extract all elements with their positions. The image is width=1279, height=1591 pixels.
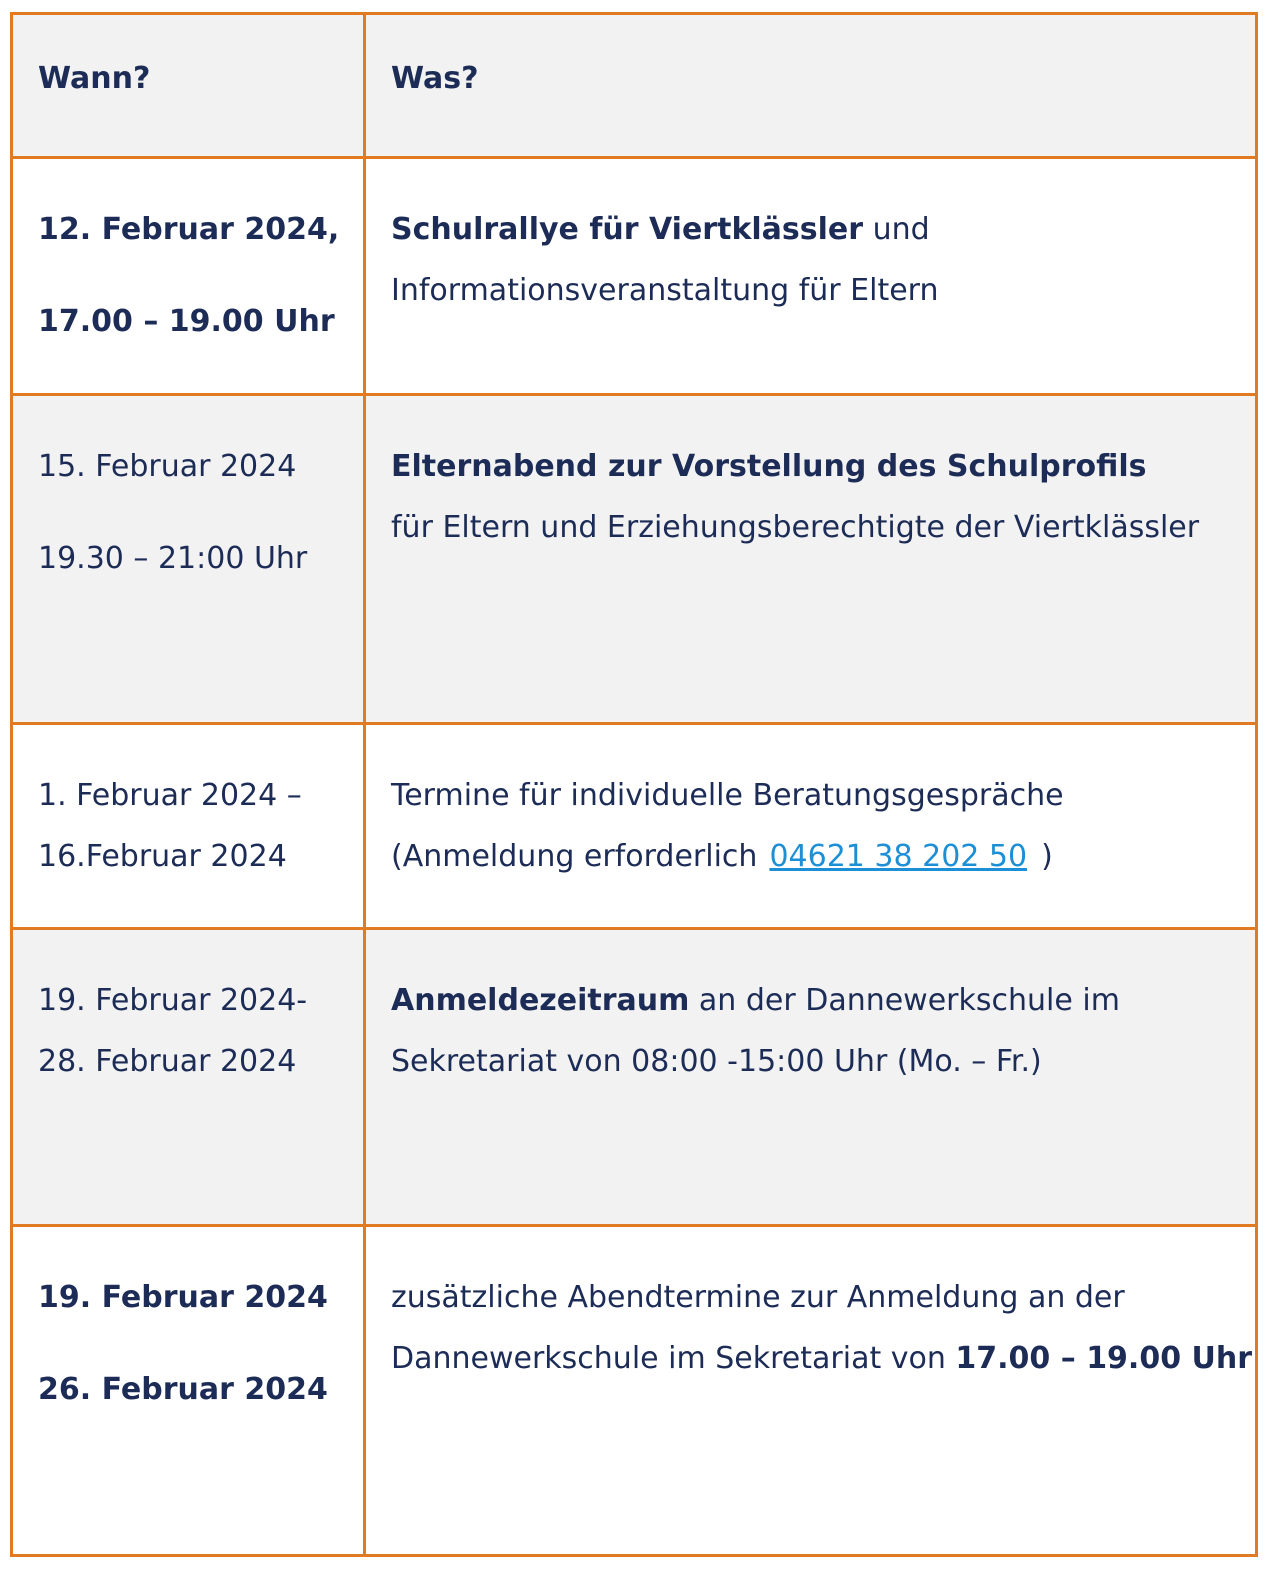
- when-cell: [12, 724, 365, 929]
- when-date-end: 28. Februar 2024: [38, 1044, 297, 1079]
- when-date-start: 1. Februar 2024 –: [38, 778, 302, 813]
- header-when-label: Wann?: [38, 61, 151, 96]
- table-row: [12, 929, 1257, 1226]
- when-date: 26. Februar 2024: [38, 1372, 328, 1407]
- event-description: für Eltern und Erziehungsberechtigte der Viertklässler: [391, 510, 1200, 545]
- what-cell: [365, 1226, 1257, 1556]
- event-description-close: ): [1041, 839, 1053, 874]
- schedule-table-wrapper: [10, 12, 1258, 1557]
- event-description: Termine für individuelle Beratungsgespräche (Anmeldung erforderlich: [391, 778, 1064, 874]
- table-row: [12, 395, 1257, 724]
- header-what-label: Was?: [391, 61, 479, 96]
- table-header-row: [12, 14, 1257, 158]
- when-cell: [12, 1226, 365, 1556]
- when-cell: [12, 158, 365, 395]
- when-date: 12. Februar 2024,: [38, 212, 340, 247]
- event-description: und Informationsveranstaltung für Eltern: [391, 212, 939, 308]
- table-row: [12, 1226, 1257, 1556]
- phone-link[interactable]: 04621 38 202 50: [769, 839, 1028, 874]
- event-description: an der Dannewerkschule im Sekretariat von 08:00 -15:00 Uhr (Mo. – Fr.): [391, 983, 1120, 1079]
- when-date-end: 16.Februar 2024: [38, 839, 287, 874]
- table-row: [12, 158, 1257, 395]
- when-date: 19. Februar 2024: [38, 1280, 328, 1315]
- event-title: Elternabend zur Vorstellung des Schulprofils: [391, 449, 1147, 484]
- event-title: Anmeldezeitraum: [391, 983, 690, 1018]
- schedule-table: [10, 12, 1258, 1557]
- what-cell: [365, 724, 1257, 929]
- event-title: Schulrallye für Viertklässler: [391, 212, 864, 247]
- what-cell: [365, 395, 1257, 724]
- when-cell: [12, 929, 365, 1226]
- event-time: 17.00 – 19.00 Uhr: [955, 1341, 1253, 1376]
- what-cell: [365, 158, 1257, 395]
- event-description: zusätzliche Abendtermine zur Anmeldung an der Dannewerkschule im Sekretariat von: [391, 1280, 1125, 1376]
- what-cell: [365, 929, 1257, 1226]
- when-cell: [12, 395, 365, 724]
- when-date: 15. Februar 2024: [38, 449, 297, 484]
- when-time: 19.30 – 21:00 Uhr: [38, 541, 308, 576]
- when-time: 17.00 – 19.00 Uhr: [38, 304, 335, 339]
- header-when-cell: [12, 14, 365, 158]
- when-date-start: 19. Februar 2024-: [38, 983, 308, 1018]
- table-row: [12, 724, 1257, 929]
- header-what-cell: [365, 14, 1257, 158]
